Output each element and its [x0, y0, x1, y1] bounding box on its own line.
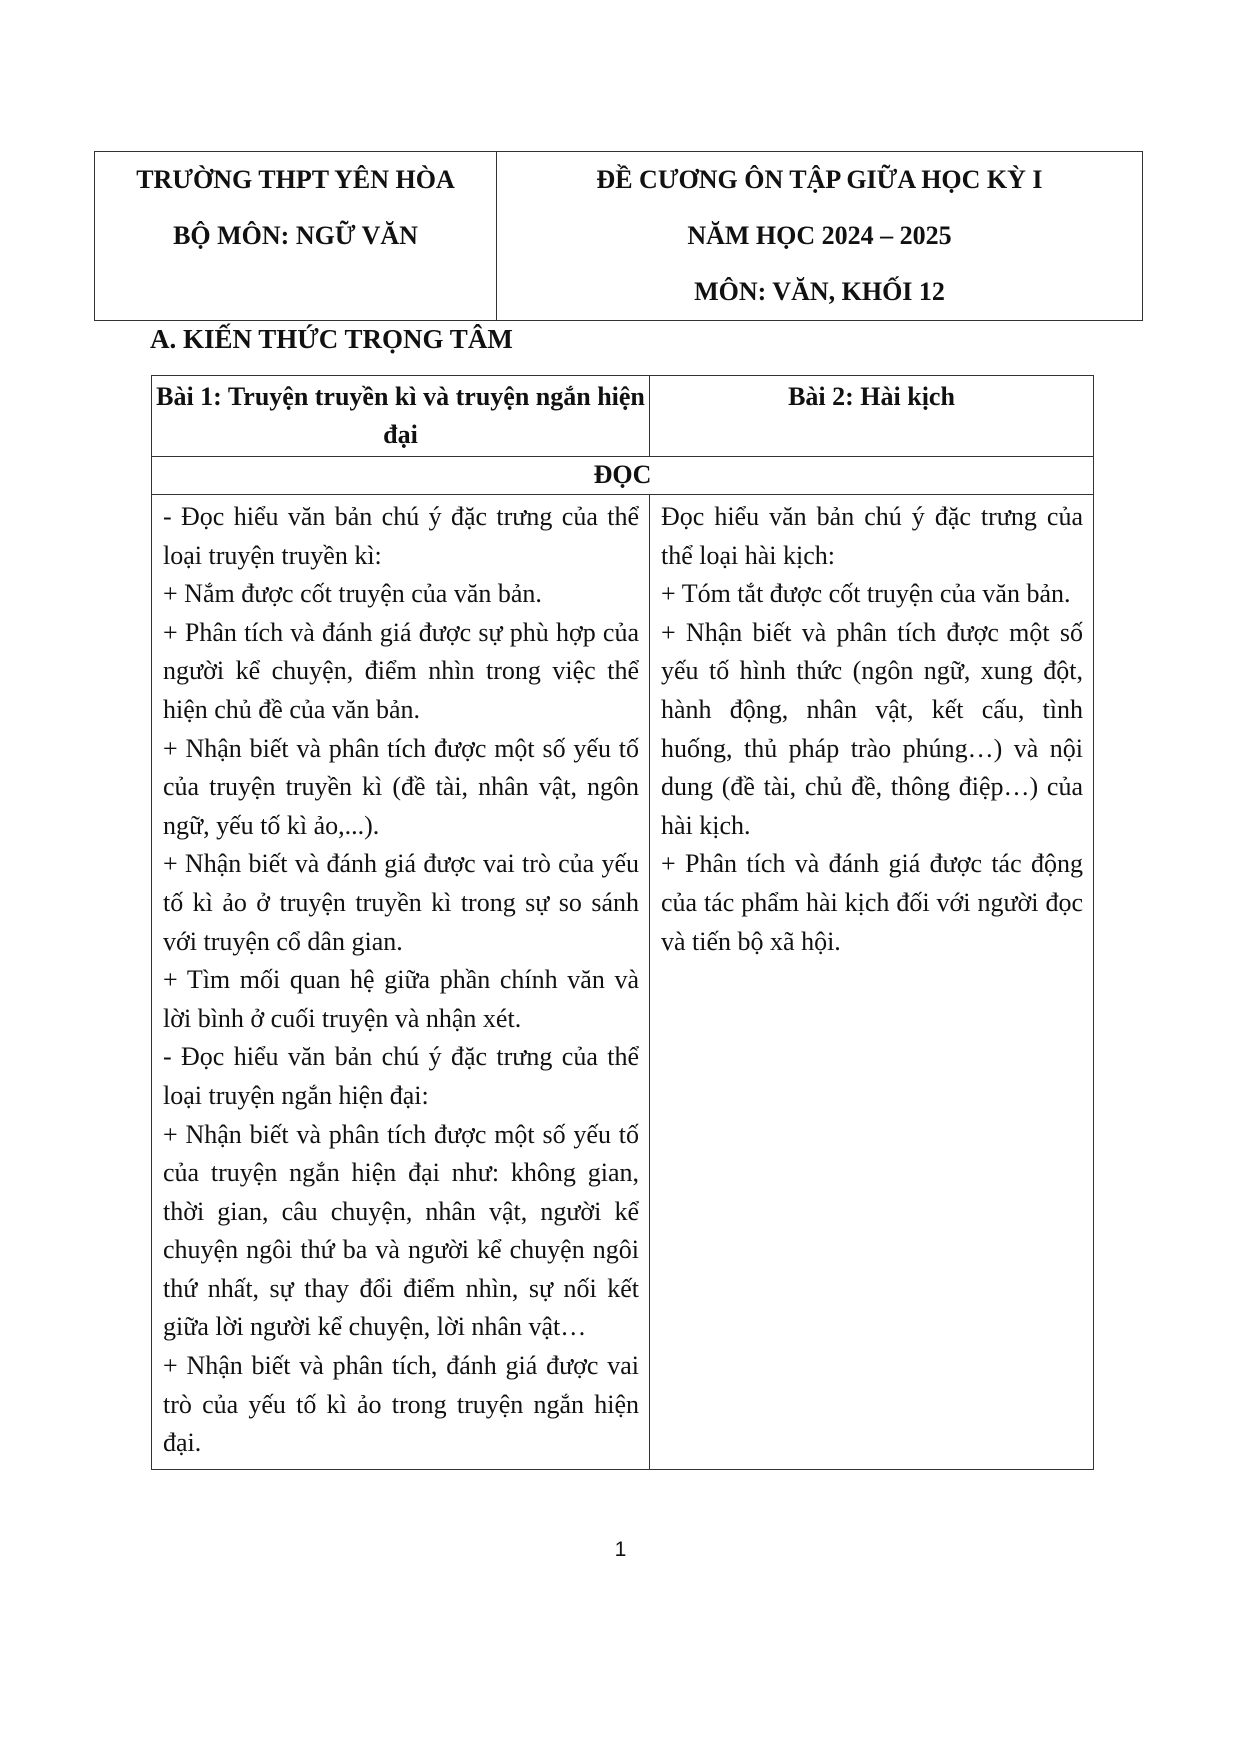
document-info-cell	[497, 152, 1143, 321]
lesson-2-header: Bài 2: Hài kịch	[650, 376, 1094, 457]
list-item: + Nhận biết và phân tích, đánh giá được vai trò của yếu tố kì ảo trong truyện ngắn hiện đại.	[163, 1351, 639, 1458]
reading-section-row: ĐỌC	[152, 457, 1094, 495]
list-item: - Đọc hiểu văn bản chú ý đặc trưng của thể loại truyện ngắn hiện đại:	[163, 1042, 639, 1110]
list-item: + Nắm được cốt truyện của văn bản.	[163, 579, 542, 609]
header-table	[94, 151, 1143, 321]
school-year: NĂM HỌC 2024 – 2025	[687, 221, 952, 250]
list-item: + Phân tích và đánh giá được tác động của tác phẩm hài kịch đối với người đọc và tiến bộ xã hội.	[661, 849, 1083, 956]
list-item: + Tóm tắt được cốt truyện của văn bản.	[661, 579, 1071, 609]
lesson-1-header: Bài 1: Truyện truyền kì và truyện ngắn hiện đại	[152, 376, 650, 457]
list-item: + Phân tích và đánh giá được sự phù hợp của người kể chuyện, điểm nhìn trong việc thể hiện chủ đề của văn bản.	[163, 617, 639, 724]
department-name: BỘ MÔN: NGỮ VĂN	[173, 221, 418, 250]
list-item: + Nhận biết và đánh giá được vai trò của yếu tố kì ảo ở truyện truyền kì trong sự so sánh với truyện cổ dân gian.	[163, 849, 639, 956]
content-table	[151, 375, 1094, 1470]
section-a-title: A. KIẾN THỨC TRỌNG TÂM	[150, 324, 513, 354]
list-item: + Tìm mối quan hệ giữa phần chính văn và lời bình ở cuối truyện và nhận xét.	[163, 965, 639, 1033]
document-title: ĐỀ CƯƠNG ÔN TẬP GIỮA HỌC KỲ I	[596, 165, 1043, 194]
list-item: + Nhận biết và phân tích được một số yếu tố của truyện truyền kì (đề tài, nhân vật, ngôn ngữ, yếu tố kì ảo,...).	[163, 733, 639, 840]
list-item: + Nhận biết và phân tích được một số yếu tố hình thức (ngôn ngữ, xung đột, hành động, nhân vật, kết cấu, tình huống, thủ pháp trào phúng…) và nội dung (đề tài, chủ đề, thông điệp…) của hài kịch.	[661, 617, 1083, 840]
list-item: - Đọc hiểu văn bản chú ý đặc trưng của thể loại truyện truyền kì:	[163, 502, 639, 570]
list-item: + Nhận biết và phân tích được một số yếu tố của truyện ngắn hiện đại như: không gian, thời gian, câu chuyện, nhân vật, người kể chuyện ngôi thứ ba và người kể chuyện ngôi thứ nhất, sự thay đổi điểm nhìn, sự nối kết giữa lời người kể chuyện, lời nhân vật…	[163, 1119, 639, 1342]
lesson-1-content	[152, 495, 650, 1470]
school-name: TRƯỜNG THPT YÊN HÒA	[136, 165, 455, 194]
list-item: Đọc hiểu văn bản chú ý đặc trưng của thể loại hài kịch:	[661, 502, 1083, 570]
subject-grade: MÔN: VĂN, KHỐI 12	[694, 277, 945, 306]
page-number: 1	[614, 1538, 627, 1561]
school-info-cell	[95, 152, 497, 321]
lesson-2-content	[650, 495, 1094, 1470]
